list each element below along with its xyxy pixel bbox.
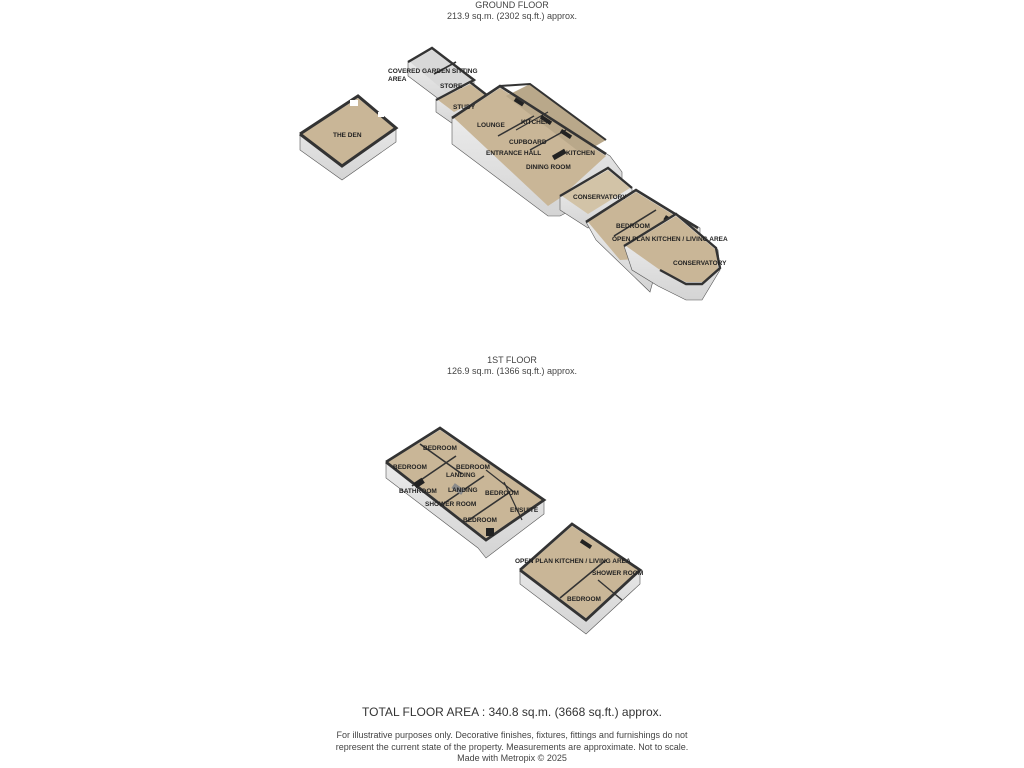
label-landing-1: LANDING bbox=[446, 472, 476, 479]
label-dining-room: DINING ROOM bbox=[526, 164, 571, 171]
label-bathroom: BATHROOM bbox=[399, 488, 437, 495]
label-bedroom-ground: BEDROOM bbox=[616, 223, 650, 230]
label-conservatory-1: CONSERVATORY bbox=[573, 194, 627, 201]
ground-floor-plan bbox=[300, 48, 728, 300]
label-entrance-hall: ENTRANCE HALL bbox=[486, 150, 542, 157]
label-bedroom-4: BEDROOM bbox=[485, 490, 519, 497]
disclaimer-line-2: represent the current state of the property. Measurements are approximate. Not to scale. bbox=[335, 741, 689, 752]
ground-floor-title: GROUND FLOOR bbox=[475, 0, 549, 10]
first-floor-title: 1ST FLOOR bbox=[487, 355, 537, 365]
label-open-plan-first: OPEN PLAN KITCHEN / LIVING AREA bbox=[515, 558, 631, 565]
first-floor-plan bbox=[386, 428, 643, 634]
label-ensuite: ENSUITE bbox=[510, 507, 539, 514]
label-bedroom-3: BEDROOM bbox=[456, 464, 490, 471]
label-bedroom-6: BEDROOM bbox=[567, 596, 601, 603]
label-study: STUDY bbox=[453, 104, 476, 111]
label-landing-2: LANDING bbox=[448, 487, 478, 494]
label-shower-room-1: SHOWER ROOM bbox=[425, 501, 477, 508]
label-the-den: THE DEN bbox=[333, 132, 362, 139]
label-store: STORE bbox=[440, 83, 463, 90]
label-covered-garden: COVERED GARDEN SITTING bbox=[388, 68, 478, 75]
disclaimer-line-3: Made with Metropix © 2025 bbox=[457, 753, 567, 763]
disclaimer-line-1: For illustrative purposes only. Decorative finishes, fixtures, fittings and furnishings do not bbox=[336, 730, 688, 740]
label-kitchen-1: KITCHEN bbox=[521, 119, 550, 126]
label-shower-room-2: SHOWER ROOM bbox=[592, 570, 644, 577]
first-floor-annex-block bbox=[520, 524, 640, 634]
label-conservatory-2: CONSERVATORY bbox=[673, 260, 727, 267]
label-cupboard: CUPBOARD bbox=[509, 139, 547, 146]
label-bedroom-1: BEDROOM bbox=[423, 445, 457, 452]
label-open-plan-ground: OPEN PLAN KITCHEN / LIVING AREA bbox=[612, 236, 728, 243]
ground-floor-area: 213.9 sq.m. (2302 sq.ft.) approx. bbox=[446, 11, 578, 21]
disclaimer bbox=[0, 730, 1024, 765]
label-covered-garden-area: AREA bbox=[388, 76, 407, 83]
label-bedroom-5: BEDROOM bbox=[463, 517, 497, 524]
label-kitchen-2: KITCHEN bbox=[566, 150, 595, 157]
label-lounge: LOUNGE bbox=[477, 122, 505, 129]
first-floor-area: 126.9 sq.m. (1366 sq.ft.) approx. bbox=[446, 366, 578, 376]
total-floor-area: TOTAL FLOOR AREA : 340.8 sq.m. (3668 sq.ft.) approx. bbox=[362, 705, 662, 719]
label-bedroom-2: BEDROOM bbox=[393, 464, 427, 471]
